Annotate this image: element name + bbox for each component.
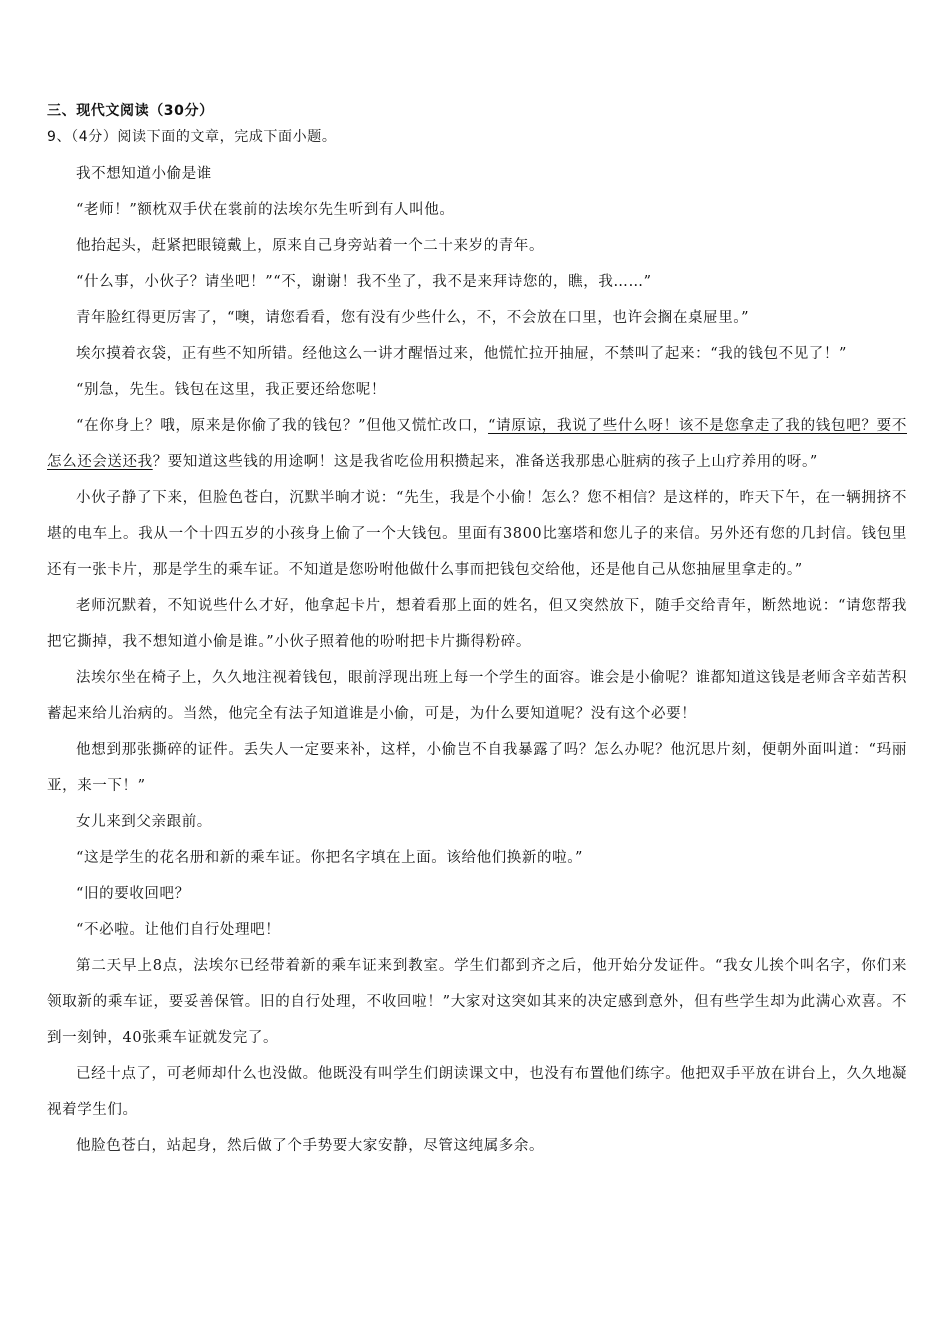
paragraph: 青年脸红得更厉害了，“噢，请您看看，您有没有少些什么，不，不会放在口里，也许会搁在桌屉里。”	[76, 310, 750, 326]
paragraph: 他想到那张撕碎的证件。丢失人一定要来补，这样，小偷岂不自我暴露了吗？怎么办呢？他沉思片刻，便朝外面叫道：“玛丽亚，来一下！”	[47, 742, 907, 794]
paragraph: “旧的要收回吧？	[76, 886, 190, 902]
paragraph: 埃尔摸着衣袋，正有些不知所错。经他这么一讲才醒悟过来，他慌忙拉开抽屉，不禁叫了起来：“我的钱包不见了！”	[76, 346, 848, 362]
paragraph: 他脸色苍白，站起身，然后做了个手势要大家安静，尽管这纯属多余。	[76, 1138, 545, 1154]
paragraph: 小伙子静了下来，但脸色苍白，沉默半晌才说：“先生，我是个小偷！怎么？您不相信？是这样的，昨天下午，在一辆拥挤不堪的电车上。我从一个十四五岁的小孩身上偷了一个大钱包。里面有3800比塞塔和您儿子的来信。另外还有您的几封信。钱包里还有一张卡片，那是学生的乘车证。不知道是您吩咐他做什么事而把钱包交给他，还是他自己从您抽屉里拿走的。”	[47, 490, 907, 578]
paragraph: “别急，先生。钱包在这里，我正要还给您呢！	[76, 382, 387, 398]
paragraph: 已经十点了，可老师却什么也没做。他既没有叫学生们朗读课文中，也没有布置他们练字。他把双手平放在讲台上，久久地凝视着学生们。	[47, 1066, 907, 1118]
paragraph: 老师沉默着，不知说些什么才好，他拿起卡片，想着看那上面的姓名，但又突然放下，随手交给青年，断然地说：“请您帮我把它撕掉，我不想知道小偷是谁。”小伙子照着他的吩咐把卡片撕得粉碎。	[47, 598, 907, 650]
paragraph: 他抬起头，赶紧把眼镜戴上，原来自己身旁站着一个二十来岁的青年。	[76, 238, 545, 254]
article-title: 我不想知道小偷是谁	[76, 166, 212, 182]
underlined-sentence: “请原谅，我说了些什么呀！该不是您拿走了我的钱包吧？要不怎么还会送还我	[47, 418, 907, 470]
paragraph: “什么事，小伙子？请坐吧！”“不，谢谢！我不坐了，我不是来拜诗您的，瞧，我……”	[76, 274, 652, 290]
paragraph: 女儿来到父亲跟前。	[76, 814, 212, 830]
paragraph: “不必啦。让他们自行处理吧！	[76, 922, 281, 938]
document-page	[47, 98, 907, 1164]
paragraph: “老师！”额枕双手伏在裳前的法埃尔先生听到有人叫他。	[76, 202, 455, 218]
paragraph-start: “在你身上？哦，原来是你偷了我的钱包？”但他又慌忙改口，	[76, 418, 489, 434]
paragraph: 法埃尔坐在椅子上，久久地注视着钱包，眼前浮现出班上每一个学生的面容。谁会是小偷呢？谁都知道这钱是老师含辛茹苦积蓄起来给儿治病的。当然，他完全有法子知道谁是小偷，可是，为什么要知道呢？没有这个必要！	[47, 670, 907, 722]
paragraph-end: ？要知道这些钱的用途啊！这是我省吃俭用积攒起来，准备送我那患心脏病的孩子上山疗养用的呀。”	[152, 454, 818, 470]
paragraph: “这是学生的花名册和新的乘车证。你把名字填在上面。该给他们换新的啦。”	[76, 850, 584, 866]
section-heading: 三、现代文阅读（30分）	[47, 103, 214, 119]
paragraph: 第二天早上8点，法埃尔已经带着新的乘车证来到教室。学生们都到齐之后，他开始分发证件。“我女儿挨个叫名字，你们来领取新的乘车证，要妥善保管。旧的自行处理，不收回啦！”大家对这突如其来的决定感到意外，但有些学生却为此满心欢喜。不到一刻钟，40张乘车证就发完了。	[47, 958, 907, 1046]
question-prompt: 9、（4分）阅读下面的文章，完成下面小题。	[47, 129, 337, 145]
paragraph-with-underline	[47, 408, 907, 480]
